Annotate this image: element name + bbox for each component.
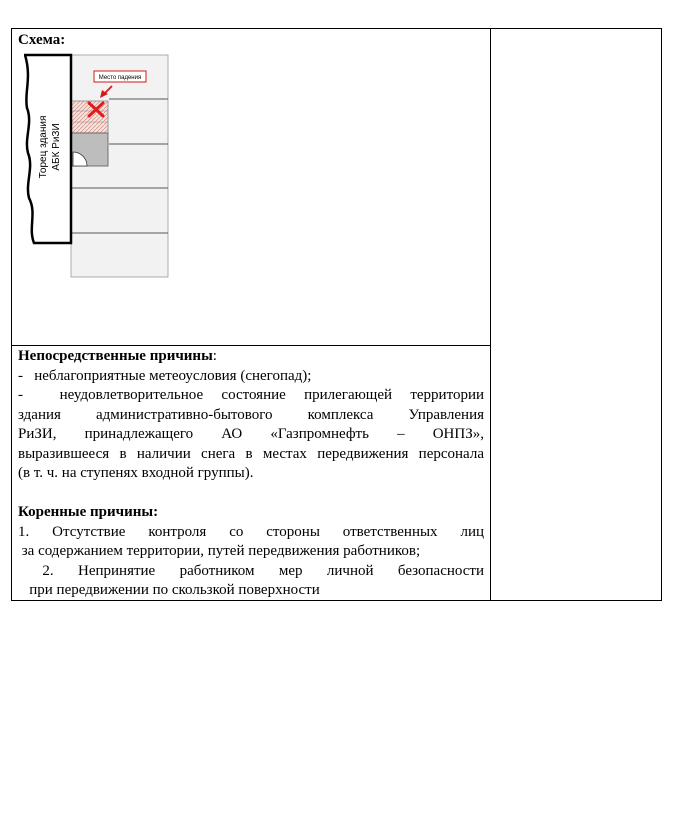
direct-causes-heading: Непосредственные причины [18, 348, 213, 364]
root-cause-1-line-1: 1. Отсутствие контроля со стороны ответственных лиц [18, 523, 484, 540]
direct-cause-2-line-1: - неудовлетворительное состояние прилегающей территории [18, 387, 484, 403]
root-causes-heading: Коренные причины: [18, 504, 159, 520]
fall-place-label: Место падения [98, 75, 142, 81]
root-cause-2-line-2: при передвижении по скользкой поверхности [18, 582, 320, 598]
direct-cause-1: - неблагоприятные метеоусловия (снегопад); [18, 367, 312, 384]
direct-cause-2-line-4: выразившееся в наличии снега в местах передвижения персонала [18, 445, 484, 462]
column-divider [490, 29, 491, 600]
scheme-heading: Схема: [18, 32, 66, 48]
row-divider [12, 345, 490, 346]
causes-table [11, 28, 662, 601]
causes-cell [18, 347, 484, 601]
root-cause-1-line-2: за содержанием территории, путей передвижения работников; [18, 543, 421, 559]
heading-colon: : [212, 348, 217, 364]
scheme-cell [18, 31, 484, 179]
direct-cause-2-line-5: (в т. ч. на ступенях входной группы). [18, 465, 254, 481]
root-cause-2-line-1: 2. Непринятие работником мер личной безопасности [18, 562, 484, 579]
direct-cause-2-line-3: РиЗИ, принадлежащего АО «Газпромнефть – ОНПЗ», [18, 426, 484, 442]
scheme-diagram [24, 53, 184, 308]
direct-causes-heading-line [18, 347, 484, 367]
direct-cause-2-line-2: здания административно-бытового комплекса Управления [18, 406, 484, 423]
building-label-1: Торец здания [38, 115, 49, 179]
building-label-2: АБК РиЗИ [51, 123, 62, 171]
